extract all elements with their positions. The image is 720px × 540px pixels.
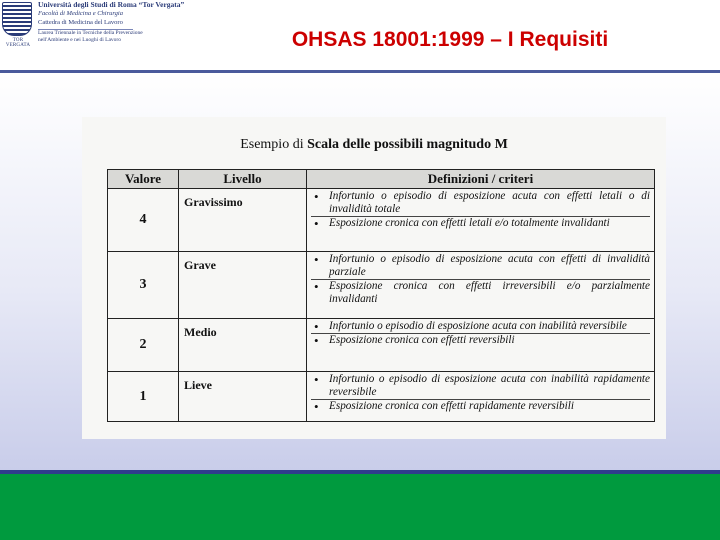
column-header-valore: Valore <box>108 170 179 189</box>
criteria-cell <box>307 252 655 319</box>
criteria-list <box>311 190 650 230</box>
slide-header <box>0 0 720 70</box>
logo-faculty: Facoltà di Medicina e Chirurgia <box>38 10 123 17</box>
level-cell: Gravissimo <box>179 189 307 252</box>
criteria-item: • Esposizione cronica con effetti reversibili <box>311 333 650 347</box>
footer-band <box>0 474 720 540</box>
value-cell: 2 <box>108 319 179 372</box>
criteria-item: • Esposizione cronica con effetti irreversibili e/o parzialmente invalidanti <box>311 279 650 306</box>
crest-caption: TOR VERGATA <box>5 38 31 48</box>
table-header-row <box>108 170 655 189</box>
logo-university-name: Università degli Studi di Roma “Tor Vergata” <box>38 0 185 9</box>
table-row <box>108 319 655 372</box>
value-cell: 4 <box>108 189 179 252</box>
criteria-list <box>311 253 650 306</box>
level-cell: Medio <box>179 319 307 372</box>
magnitude-scale-table <box>107 169 655 422</box>
table-title-bold: Scala delle possibili magnitudo M <box>307 137 508 152</box>
table-row <box>108 189 655 252</box>
criteria-cell <box>307 189 655 252</box>
table-title <box>82 137 666 153</box>
value-cell: 3 <box>108 252 179 319</box>
level-cell: Grave <box>179 252 307 319</box>
logo-degree: Laurea Triennale in Tecniche della Prevenzione <box>38 30 143 36</box>
criteria-cell <box>307 319 655 372</box>
logo-divider <box>38 29 133 30</box>
column-header-livello: Livello <box>179 170 307 189</box>
column-header-definizioni: Definizioni / criteri <box>307 170 655 189</box>
criteria-cell <box>307 372 655 422</box>
university-logo <box>0 0 200 52</box>
criteria-item: • Infortunio o episodio di esposizione acuta con effetti di invalidità parziale <box>311 253 650 279</box>
slide-content <box>0 73 720 470</box>
criteria-item: • Infortunio o episodio di esposizione acuta con inabilità rapidamente reversibile <box>311 373 650 399</box>
criteria-list <box>311 373 650 413</box>
logo-chair: Cattedra di Medicina del Lavoro <box>38 19 123 26</box>
logo-text <box>38 1 198 45</box>
table-row <box>108 252 655 319</box>
table-title-prefix: Esempio di <box>240 137 304 152</box>
criteria-item: • Infortunio o episodio di esposizione acuta con inabilità reversibile <box>311 320 650 333</box>
value-cell: 1 <box>108 372 179 422</box>
criteria-item: • Esposizione cronica con effetti letali e/o totalmente invalidanti <box>311 216 650 230</box>
table-row <box>108 372 655 422</box>
university-crest-icon <box>2 2 32 36</box>
level-cell: Lieve <box>179 372 307 422</box>
scanned-table-image <box>82 117 666 439</box>
slide-title: OHSAS 18001:1999 – I Requisiti <box>291 28 609 51</box>
criteria-item: • Infortunio o episodio di esposizione acuta con effetti letali o di invalidità totale <box>311 190 650 216</box>
logo-degree-sub: nell'Ambiente e nei Luoghi di Lavoro <box>38 37 122 43</box>
criteria-item: • Esposizione cronica con effetti rapidamente reversibili <box>311 399 650 413</box>
criteria-list <box>311 320 650 347</box>
